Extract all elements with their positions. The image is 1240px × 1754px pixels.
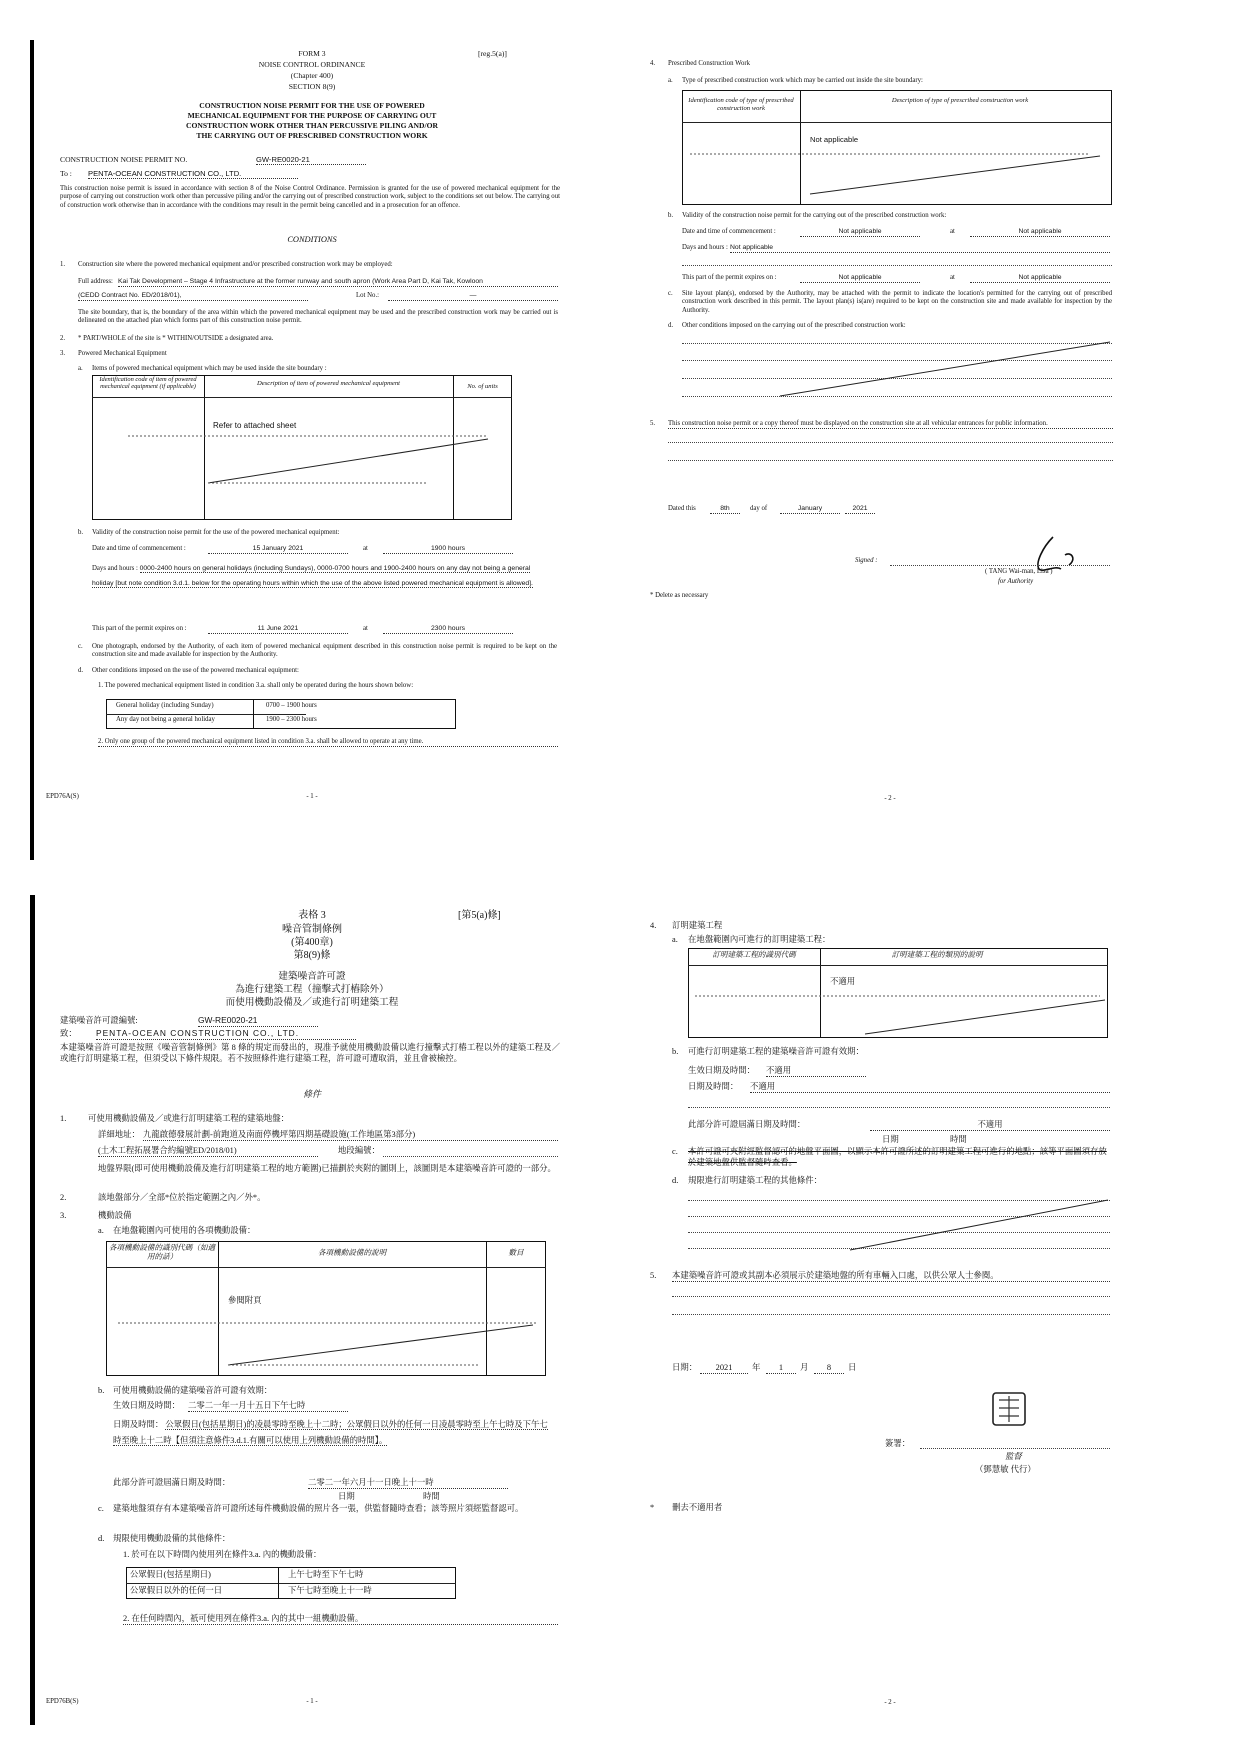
item-d-text: Other conditions imposed on the carrying out of the prescribed construction work: [682,322,906,329]
footer-form-code: EPD76A(S) [46,793,79,800]
item-d-label: d. [78,667,84,674]
work-table-cell: 不適用 [830,977,856,986]
contract-number: (CEDD Contract No. ED/2018/01), [78,292,308,301]
blank-line [668,442,1113,443]
blank-line [668,460,1113,461]
condition-3-heading: 機動設備 [98,1211,132,1220]
condition-2-number: 2. [60,1193,67,1202]
signed-label: 簽署： [885,1439,911,1448]
permit-title-line2: 為進行建築工程（撞擊式打樁除外） [235,984,389,995]
date-caption: 日期 [338,1492,355,1501]
work-table-header-description: 訂明建築工程的類別的說明 [891,950,983,959]
signed-label: Signed : [855,557,878,564]
item-a-text: Items of powered mechanical equipment which may be used inside the site boundary : [92,365,327,372]
ordinance-title: 噪音管制條例 [282,924,342,935]
commencement-time: Not applicable [970,228,1110,237]
expiry-label: 此部分許可證屆滿日期及時間： [688,1120,806,1129]
permit-title-line3: CONSTRUCTION WORK OTHER THAN PERCUSSIVE PILING AND/OR [185,121,439,130]
item-d-label: d. [98,1534,105,1543]
table-header-rule [106,1267,546,1268]
regulation-ref: [第5(a)條] [458,910,501,921]
expiry-time: 2300 hours [383,625,513,634]
chapter: (第400章) [291,937,333,948]
conditions-heading: CONDITIONS [287,235,337,244]
hours-row1-day: General holiday (including Sunday) [116,702,214,709]
equipment-table-header-description: Description of item of powered mechanical equipment [257,380,400,387]
equipment-table-header-description: 各項機動設備的說明 [317,1248,387,1257]
time-caption: 時間 [423,1492,440,1501]
hours-row2-day: Any day not being a general holiday [116,716,215,723]
chinese-page-1 [38,905,586,1725]
permit-no-value: GW-RE0020-21 [198,1015,318,1027]
item-d-text: Other conditions imposed on the use of the powered mechanical equipment: [92,667,299,674]
footer-page-number: - 2 - [884,1699,896,1706]
work-table-cell: Not applicable [810,135,859,144]
date-year: 2021 [700,1362,748,1374]
days-hours-label: Days and hours : [92,565,138,572]
days-hours-label: 日期及時間： [113,1420,164,1429]
addressee: PENTA-OCEAN CONSTRUCTION CO., LTD. [88,169,298,179]
expiry-value: Not applicable [800,274,920,283]
blank-line [682,265,1112,266]
permit-title-line1: 建築噪音許可證 [278,971,346,982]
blank-line [672,1314,1110,1315]
condition-3-number: 3. [60,350,66,357]
condition-2-text: 該地盤部分／全部*位於指定範圍之內／外*。 [98,1193,266,1202]
section-5-text: This construction noise permit or a copy thereof must be displayed on the construction site at all vehicular entrances for public information. [668,420,1113,429]
table-row-rule [106,714,306,715]
item-a-label: a. [668,77,673,84]
dated-day: 8th [710,505,740,514]
signatory-name: （鄧慧敏 代行） [975,1465,1036,1474]
address-label: 詳細地址： [98,1130,140,1139]
section-4-number: 4. [650,60,656,67]
intro-paragraph: 本建築噪音許可證是按照《噪音管制條例》第 8 條的規定而發出的，現准予就使用機動設備以進行撞擊式打樁工程以外的建築工程及／或進行訂明建築工程，但須受以下條件規限。若不按照條件進行建築工程，許可證可遭取消，並且會被檢控。 [60,1043,560,1064]
section: SECTION 8(9) [288,82,336,91]
equipment-table-cell: 參閱附頁 [228,1296,262,1305]
days-hours-value: Not applicable [730,244,1110,253]
footer-page-number: - 1 - [306,793,318,800]
item-c-label: c. [98,1504,104,1513]
condition-3-heading: Powered Mechanical Equipment [78,350,167,357]
hours-row2-time: 1900 – 2300 hours [266,716,317,723]
commencement-label: 生效日期及時間： [688,1066,755,1075]
site-boundary-text: 地盤界限(即可使用機動設備及進行訂明建築工程的地方範圍)已描劃於夾附的圖則上，該圖則是本建築噪音許可證的一部分。 [98,1164,556,1173]
item-d-label: d. [668,322,674,329]
delete-footnote: * Delete as necessary [650,592,709,599]
lot-no-label: 地段編號： [338,1146,380,1155]
section-5-number: 5. [650,1271,657,1280]
date-label: 日期： [672,1363,698,1372]
item-c-label: c. [668,290,673,297]
not-used-strikethrough [695,992,1110,1037]
table-header-rule [682,122,1112,123]
item-b-text: Validity of the construction noise permit for the carrying out of the prescribed construction work: [682,212,947,219]
item-d-label: d. [672,1176,679,1185]
condition-d1: 1. The powered mechanical equipment listed in condition 3.a. shall only be operated during the hours shown below: [98,682,414,689]
item-a-label: a. [78,365,83,372]
expiry-time: Not applicable [970,274,1110,283]
date-caption: 日期 [882,1135,899,1144]
footer-page-number: - 1 - [306,1698,318,1705]
intro-paragraph: This construction noise permit is issued in accordance with section 8 of the Noise Control Ordinance. Permission is granted for the use of powered mechanical equipment for the purpose of carrying out construction work other than percussive piling and/or the carrying out of prescribed construction work, subject to the conditions set out below. The carrying out of construction work otherwise than in accordance with the conditions may result in the permit being cancelled and in a prosecution for an offence. [60,185,560,209]
days-hours-label: 日期及時間： [688,1082,739,1091]
work-table-header-code: Identification code of type of prescribed construction work [688,97,794,112]
scan-edge-bar [30,40,34,860]
commencement-label: Date and time of commencement : [92,545,186,552]
at-label: at [950,274,955,281]
condition-d2: 2. Only one group of the powered mechanical equipment listed in condition 3.a. shall be allowed to operate at any time. [98,738,558,747]
equipment-table-header-code: 各項機動設備的識別代碼（如適用的話） [108,1243,216,1262]
at-label: at [950,228,955,235]
at-label: at [363,625,368,632]
commencement-label: 生效日期及時間： [113,1401,180,1410]
note-star: * [650,1503,655,1512]
permit-no-value: GW-RE0020-21 [256,155,366,165]
hours-row1-time: 0700 – 1900 hours [266,702,317,709]
expiry-value: 不適用 [870,1119,1110,1131]
chinese-page-2 [650,920,1210,1720]
to-label: To : [60,169,72,178]
equipment-table-header-code: Identification code of item of powered mechanical equipment (if applicable) [99,376,197,391]
condition-2-text: * PART/WHOLE of the site is * WITHIN/OUTSIDE a designated area. [78,335,274,342]
conditions-heading: 條件 [302,1089,321,1099]
for-authority: for Authority [998,578,1034,585]
full-address-label: Full address: [78,278,113,285]
hours-row2-time: 下午七時至晚上十一時 [288,1586,372,1595]
signature-line [890,565,1110,566]
date-month: 1 [766,1362,796,1374]
item-c-text: 本許可證可夾附經監督認可的地盤平面圖，以顯示本許可證所述的訂明建築工程可進行的地點；該等平面圖須存放於建築地盤供監督隨時查看。 [688,1147,1107,1168]
item-b-label: b. [668,212,674,219]
expiry-label: This part of the permit expires on : [682,274,777,281]
condition-d1: 1. 於可在以下時間內使用列在條件3.a. 內的機動設備： [123,1550,322,1559]
footer-form-code: EPD76B(S) [46,1698,79,1705]
at-label: at [363,545,368,552]
item-c-label: c. [78,643,83,650]
days-hours-block [113,1417,553,1449]
blank-line [688,1107,1110,1108]
form-number: 表格 3 [298,910,326,921]
section-4-title: 訂明建築工程 [672,921,723,930]
item-c-text: One photograph, endorsed by the Authority, of each item of powered mechanical equipment described in this construction noise permit is required to be kept on the construction site and made available for inspection by the Authority. [92,643,557,659]
section-4-title: Prescribed Construction Work [668,60,751,67]
expiry-label: This part of the permit expires on : [92,625,187,632]
chapter: (Chapter 400) [290,71,334,80]
item-c-text: Site layout plan(s), endorsed by the Authority, may be attached with the permit to indicate the location's permitted for the carrying out of prescribed construction work described in this permit. The layout plan(s) is(are) required to be kept on the construction site and made available for inspection by the Authority. [682,290,1112,314]
item-d-text: 規限使用機動設備的其他條件： [113,1534,231,1543]
table-header-rule [92,397,512,398]
work-table-header-description: Description of type of prescribed construction work [891,97,1029,104]
table-divider [253,699,254,729]
not-used-strikethrough [850,1200,1115,1255]
commencement-value: 不適用 [766,1065,866,1077]
commencement-date: 15 January 2021 [208,545,348,554]
item-b-text: 可進行訂明建築工程的建築噪音許可證有效期： [688,1047,864,1056]
month-char: 月 [800,1363,809,1372]
item-b-label: b. [672,1047,679,1056]
item-c-label: c. [672,1147,678,1156]
hours-row2-day: 公眾假日以外的任何一日 [130,1586,223,1595]
ordinance-title: NOISE CONTROL ORDINANCE [258,60,366,69]
site-boundary-text: The site boundary, that is, the boundary of the area within which the powered mechanical equipment may be used and the prescribed construction work may be carried out is delineated on the attached plan which forms part of this construction noise permit. [78,309,558,325]
not-used-strikethrough [780,342,1120,402]
section-5-text: 本建築噪音許可證或其副本必須展示於建築地盤的所有車輛入口處，以供公眾人士參閱。 [672,1270,1110,1282]
year-char: 年 [752,1363,761,1372]
table-header-rule [688,965,1108,966]
equipment-table-cell: Refer to attached sheet [213,421,297,430]
days-hours-value: 公眾假日(包括星期日)的凌晨零時至晚上十二時；公眾假日以外的任何一日凌晨零時至上午七時及下午七時至晚上十二時【但須注意條件3.d.1.有關可以使用上列機動設備的時間】。 [113,1420,548,1445]
item-a-text: 在地盤範圍內可進行的訂明建築工程： [688,935,831,944]
contract-number: (土木工程拓展署合約編號ED/2018/01) [98,1145,318,1157]
condition-1-text: Construction site where the powered mechanical equipment and/or prescribed construction work may be employed: [78,261,393,268]
not-used-strikethrough [690,150,1110,200]
form-number: FORM 3 [298,49,326,58]
lot-no-label: Lot No.: [356,292,380,299]
not-used-strikethrough [118,1305,548,1370]
scan-edge-bar [30,895,35,1725]
condition-3-number: 3. [60,1211,67,1220]
expiry-date: 11 June 2021 [208,625,348,634]
item-b-text: Validity of the construction noise permit for the use of the powered mechanical equipment: [92,529,340,536]
item-c-text: 建築地盤須存有本建築噪音許可證所述每件機動設備的照片各一張，供監督隨時查看；該等照片須經監督認可。 [113,1504,524,1513]
condition-1-number: 1. [60,1114,67,1123]
table-divider [278,1567,279,1599]
blank-line [672,1296,1110,1297]
lot-no-blank [383,1156,558,1157]
days-hours-label: Days and hours : [682,244,728,251]
day-of-label: day of [750,505,768,512]
full-address-value: Kai Tak Development – Stage 4 Infrastructure at the former runway and south apron (Work Area Part D, Kai Tak, Kowloon [118,278,558,287]
regulation-ref: [reg.5(a)] [478,49,507,58]
days-hours-value: 不適用 [750,1081,1110,1093]
permit-title-line3: 而使用機動設備及／或進行訂明建築工程 [225,997,399,1008]
commencement-time: 1900 hours [383,545,513,554]
condition-2-number: 2. [60,335,66,342]
commencement-value: Not applicable [800,228,920,237]
work-table-header-code: 訂明建築工程的識別代碼 [712,950,796,959]
item-b-label: b. [78,529,84,536]
condition-1-text: 可使用機動設備及／或進行訂明建築工程的建築地盤： [88,1114,289,1123]
section-5-number: 5. [650,420,656,427]
english-page-1 [38,45,586,863]
date-day: 8 [814,1362,844,1374]
dated-label: Dated this [668,505,696,512]
dated-year: 2021 [845,505,875,514]
to-label: 致： [60,1029,77,1038]
expiry-value: 二零二一年六月十一日晚上十一時 [308,1477,508,1489]
footer-page-number: - 2 - [884,795,896,802]
section: 第8(9)條 [293,950,331,961]
commencement-label: Date and time of commencement : [682,228,776,235]
hours-row1-time: 上午七時至下午七時 [288,1570,364,1579]
lot-no-value: — [388,292,558,301]
english-page-2 [650,60,1210,860]
item-b-label: b. [98,1386,105,1395]
condition-d2: 2. 在任何時間內，祇可使用列在條件3.a. 內的其中一組機動設備。 [123,1613,558,1625]
permit-no-label: 建築噪音許可證編號: [60,1016,138,1025]
not-used-strikethrough [128,429,508,489]
permit-title-line4: THE CARRYING OUT OF PRESCRIBED CONSTRUCTION WORK [196,131,428,140]
authority-title: 監督 [1005,1452,1022,1461]
item-d-text: 規限進行訂明建築工程的其他條件： [688,1176,822,1185]
item-a-text: Type of prescribed construction work which may be carried out inside the site boundary: [682,77,923,84]
expiry-label: 此部分許可證屆滿日期及時間： [113,1478,231,1487]
days-hours-value: 0000-2400 hours on general holidays (including Sundays), 0000-0700 hours and 1900-2400 hours on any day not being a general holiday [but note condition 3.d.1. below for the operating hours within which the use of the above listed powered mechanical equipment is allowed]. [92,565,533,587]
addressee: PENTA-OCEAN CONSTRUCTION CO., LTD. [96,1028,356,1040]
item-a-text: 在地盤範圍內可使用的各項機動設備： [113,1226,256,1235]
time-caption: 時間 [950,1135,967,1144]
equipment-table-header-units: 數目 [508,1248,524,1257]
item-a-label: a. [672,935,678,944]
signatory-name: ( TANG Wai-man, Lisa ) [985,568,1053,575]
signature-line [920,1448,1110,1449]
section-4-number: 4. [650,921,657,930]
seal-icon [990,1390,1030,1430]
equipment-table-header-units: No. of units [467,383,498,390]
address-value: 九龍啟德發展計劃-前跑道及南面停機坪第四期基礎設施(工作地區第3部分) [143,1129,558,1141]
days-hours-block [92,562,552,592]
dated-month: January [780,505,840,514]
day-char: 日 [848,1363,857,1372]
table-row-rule [126,1583,456,1584]
commencement-value: 二零二一年一月十五日下午七時 [188,1400,348,1412]
permit-no-label: CONSTRUCTION NOISE PERMIT NO. [60,155,188,164]
delete-footnote: 刪去不適用者 [672,1503,723,1512]
item-a-label: a. [98,1226,104,1235]
item-b-text: 可使用機動設備的建築噪音許可證有效期： [113,1386,273,1395]
condition-1-number: 1. [60,261,66,268]
permit-title-line1: CONSTRUCTION NOISE PERMIT FOR THE USE OF POWERED [199,101,425,110]
hours-row1-day: 公眾假日(包括星期日) [130,1570,211,1579]
permit-title-line2: MECHANICAL EQUIPMENT FOR THE PURPOSE OF CARRYING OUT [187,111,437,120]
